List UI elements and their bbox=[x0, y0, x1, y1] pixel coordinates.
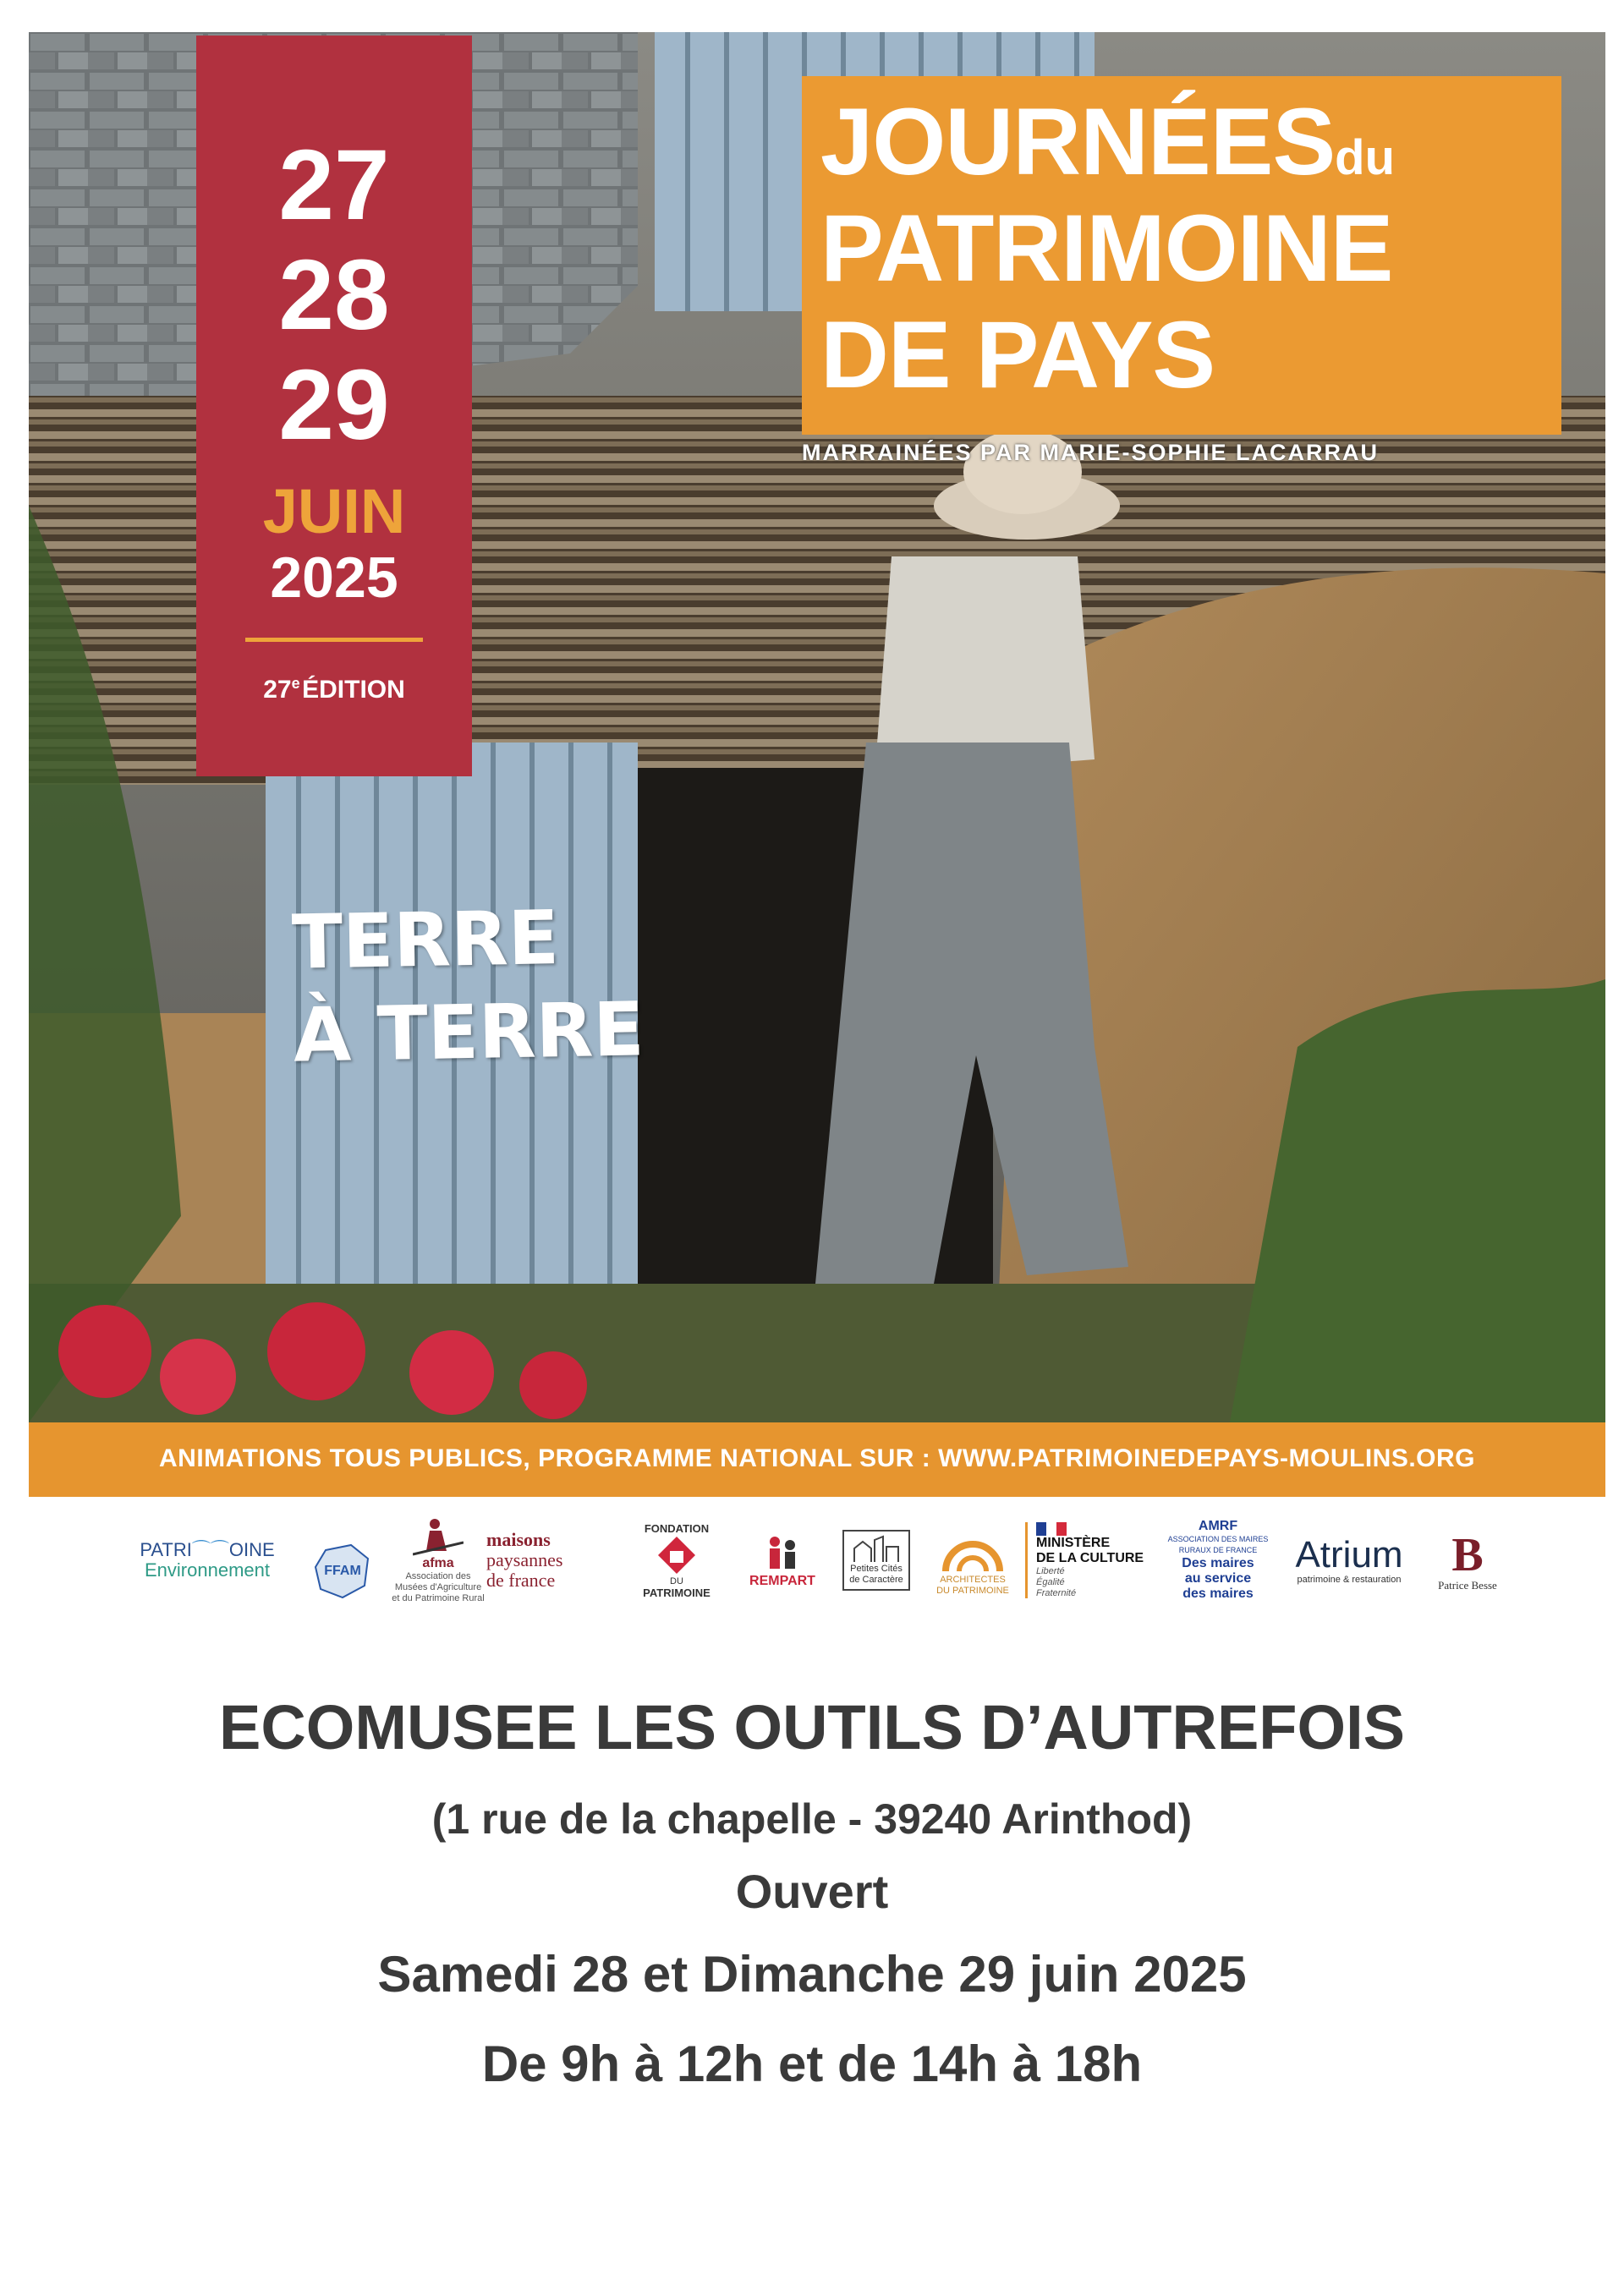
city-skyline-icon bbox=[851, 1535, 902, 1564]
title-line-2: PATRIMOINE bbox=[820, 195, 1393, 301]
year: 2025 bbox=[270, 545, 398, 610]
venue-title: ECOMUSEE LES OUTILS D’AUTREFOIS bbox=[219, 1692, 1405, 1762]
sun-arch-icon bbox=[939, 1524, 1007, 1575]
logo-atrium: Atrium patrimoine & restauration bbox=[1295, 1533, 1403, 1585]
theme-title: TERRE À TERRE bbox=[291, 894, 645, 1079]
rempart-workers-icon bbox=[761, 1532, 804, 1574]
program-banner bbox=[29, 1422, 1605, 1497]
logo-petites-cites: Petites Cités de Caractère bbox=[834, 1514, 919, 1607]
day-29: 29 bbox=[278, 349, 390, 461]
title-box bbox=[802, 76, 1561, 435]
day-28: 28 bbox=[278, 239, 390, 351]
month: JUIN bbox=[262, 476, 406, 546]
open-days: Samedi 28 et Dimanche 29 juin 2025 bbox=[377, 1946, 1247, 2003]
french-flag-icon bbox=[1036, 1522, 1067, 1536]
logo-patrice-besse: B Patrice Besse bbox=[1438, 1528, 1497, 1592]
date-divider bbox=[245, 638, 423, 642]
logo-rempart: REMPART bbox=[740, 1514, 825, 1607]
edition: 27e ÉDITION bbox=[263, 675, 405, 704]
logo-patrimoine-environnement: PATRI⌒⌒OINE Environnement bbox=[140, 1539, 275, 1581]
afma-figure-icon bbox=[413, 1517, 464, 1556]
open-hours: De 9h à 12h et de 14h à 18h bbox=[481, 2036, 1143, 2092]
logo-maisons-paysannes: maisons paysannes de france bbox=[486, 1529, 563, 1591]
venue-address: (1 rue de la chapelle - 39240 Arinthod) bbox=[431, 1795, 1193, 1843]
logo-fondation-patrimoine: FONDATION DU PATRIMOINE bbox=[643, 1521, 710, 1599]
sponsor-line: MARRAINÉES PAR MARIE-SOPHIE LACARRAU bbox=[802, 440, 1380, 465]
logo-ministere-culture: MINISTÈRE DE LA CULTURE Liberté Égalité Fraternité bbox=[1036, 1514, 1146, 1607]
fondation-house-icon bbox=[656, 1534, 698, 1576]
logo-architectes-patrimoine: ARCHITECTES DU PATRIMOINE bbox=[930, 1514, 1015, 1607]
program-banner-text: ANIMATIONS TOUS PUBLICS, PROGRAMME NATIONAL SUR : WWW.PATRIMOINEDEPAYS-MOULINS.ORG bbox=[159, 1444, 1475, 1472]
logo-amrf: AMRF ASSOCIATION DES MAIRES RURAUX DE FRANCE Des maires au service des maires bbox=[1167, 1519, 1269, 1601]
logo-afma: afma Association des Musées d'Agriculture et du Patrimoine Rural bbox=[396, 1514, 480, 1607]
poster bbox=[29, 32, 1605, 1497]
logo-ffam: FFAM bbox=[300, 1514, 385, 1607]
open-label: Ouvert bbox=[735, 1865, 889, 1918]
title-line-3: DE PAYS bbox=[820, 302, 1215, 408]
day-27: 27 bbox=[278, 129, 390, 241]
title-line-1: JOURNÉESdu bbox=[820, 89, 1396, 195]
date-box bbox=[196, 36, 472, 776]
partner-logos bbox=[127, 1514, 1514, 1607]
logos-divider bbox=[1025, 1522, 1028, 1598]
